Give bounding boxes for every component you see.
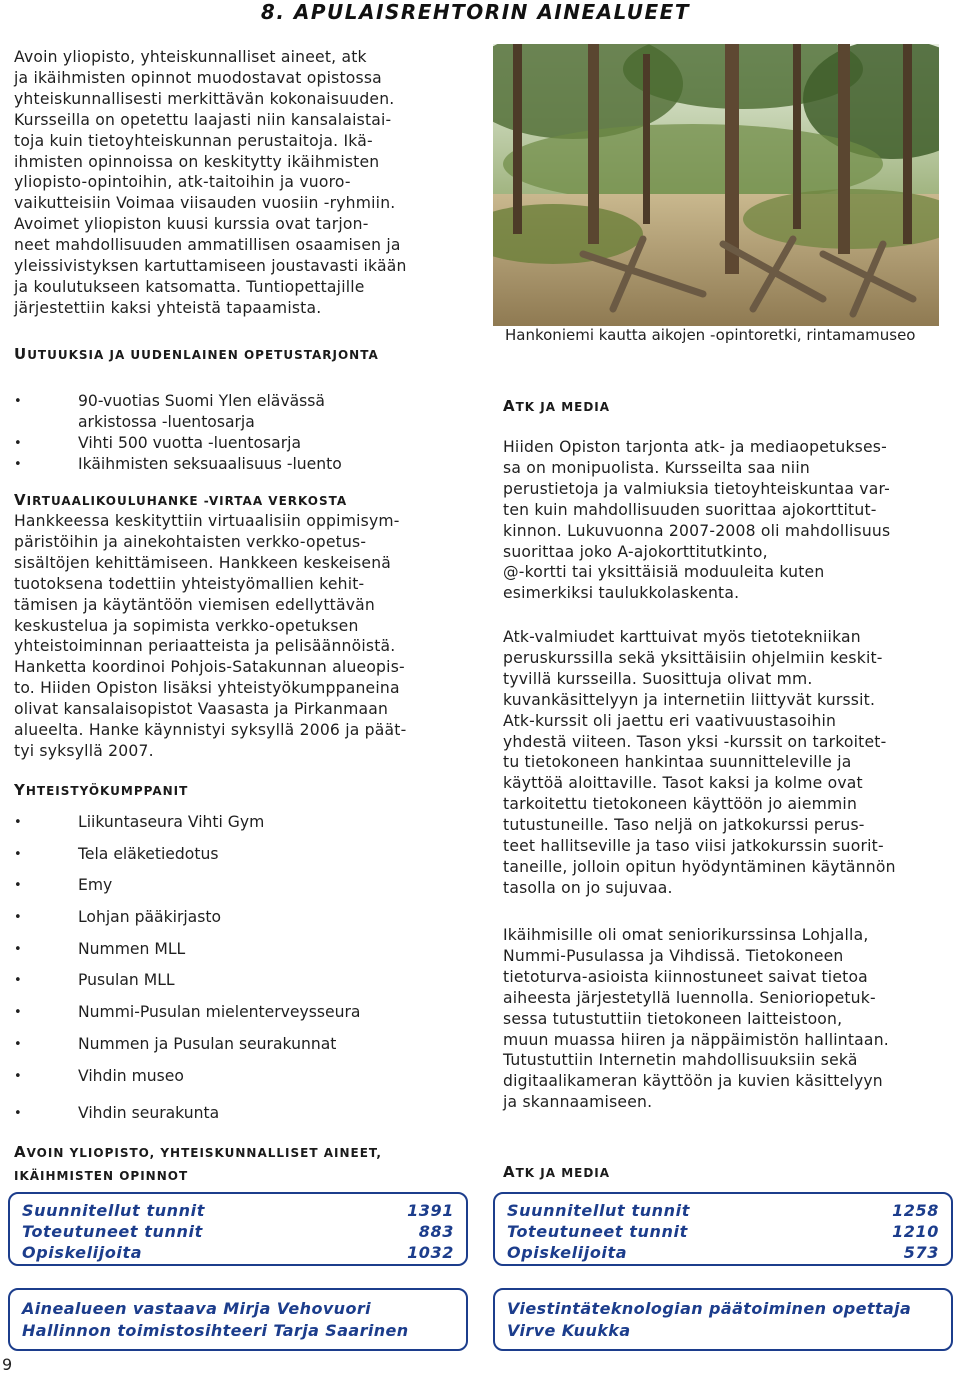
partner-item: • Pusulan MLL bbox=[14, 970, 454, 991]
text-line: tyvillä kursseilla. Suosittuja olivat mm. bbox=[503, 669, 813, 688]
stats-value: 573 bbox=[903, 1243, 939, 1262]
text-line: ten kuin mahdollisuuden suorittaa ajokorttitut- bbox=[503, 500, 877, 519]
partner-item: • Liikuntaseura Vihti Gym bbox=[14, 812, 454, 833]
text-line: tyi syksyllä 2007. bbox=[14, 741, 154, 760]
text-line: @-kortti tai yksittäisiä moduuleita kuten bbox=[503, 563, 825, 582]
stats-label: Toteutuneet tunnit bbox=[22, 1222, 203, 1241]
right-stats-box bbox=[493, 1192, 953, 1266]
right-stats-heading: ATK JA MEDIA bbox=[503, 1163, 611, 1181]
partner-item: • Emy bbox=[14, 875, 454, 896]
text-line: suorittaa joko A-ajokorttitutkinto, bbox=[503, 542, 768, 561]
text-line: tarkoitettu tietokoneen käyttöön jo aiemmin bbox=[503, 795, 858, 814]
new-offer-heading: UUTUUKSIA JA UUDENLAINEN OPETUSTARJONTA bbox=[14, 345, 379, 363]
text-line: Kursseilla on opetettu laajasti niin kansalaistai- bbox=[14, 110, 392, 129]
list-item: • Vihti 500 vuotta -luentosarja bbox=[14, 433, 454, 454]
stats-row bbox=[22, 1200, 454, 1221]
text-line: Hanketta koordinoi Pohjois-Satakunnan alueopis- bbox=[14, 658, 405, 677]
text-line: perustietoja ja valmiuksia tietoyhteiskuntaa var- bbox=[503, 479, 890, 498]
stats-value: 1391 bbox=[407, 1201, 454, 1220]
text-line: tietoturva-asioista kiinnostuneet saivat tietoa bbox=[503, 967, 868, 986]
text-line: aiheesta järjestetyllä luennolla. Senioriopetuk- bbox=[503, 988, 876, 1007]
text-line: alueelta. Hanke käynnistyi syksyllä 2006 ja päät- bbox=[14, 721, 407, 740]
text-line: neet mahdollisuuden ammatillisen osaamisen ja bbox=[14, 236, 401, 255]
text-line: ja koulutukseen katsomatta. Tuntiopettajille bbox=[14, 277, 365, 296]
text-line: järjestettiin kaksi yhteistä tapaamista. bbox=[14, 298, 322, 317]
text-line: Hiiden Opiston tarjonta atk- ja mediaopetukses- bbox=[503, 438, 887, 456]
partner-item: • Vihdin seurakunta bbox=[14, 1103, 454, 1124]
stats-value: 1032 bbox=[407, 1243, 454, 1262]
text-line: digitaalikameran käyttöön ja kuvien käsittelyyn bbox=[503, 1072, 883, 1091]
text-line: to. Hiiden Opiston lisäksi yhteistyökumppaneina bbox=[14, 679, 400, 698]
right-contact-box bbox=[493, 1288, 953, 1351]
text-line: toja kuin tietoyhteiskunnan perustaitoja. Ikä- bbox=[14, 131, 373, 150]
text-line: sessa tutustuttiin tietokoneen laitteistoon, bbox=[503, 1009, 843, 1028]
stats-value: 1210 bbox=[892, 1222, 939, 1241]
partner-item: • Nummi-Pusulan mielenterveysseura bbox=[14, 1002, 454, 1023]
text-line: ihmisten opinnoissa on keskitytty ikäihmisten bbox=[14, 152, 380, 171]
text-line: esimerkiksi taulukkolaskenta. bbox=[503, 584, 740, 603]
list-item: • Ikäihmisten seksuaalisuus -luento bbox=[14, 454, 454, 475]
stats-row bbox=[507, 1242, 939, 1263]
text-line: kuvankäsittelyyn ja internetiin liittyvät kurssit. bbox=[503, 690, 876, 709]
forest-photo bbox=[493, 44, 939, 326]
text-line: Ikäihmisille oli omat seniorikurssinsa Lohjalla, bbox=[503, 926, 869, 944]
text-line: Tutustuttiin Internetin mahdollisuuksiin sekä bbox=[503, 1051, 858, 1070]
text-line: tuotoksena todettiin yhteistyömallien kehit- bbox=[14, 574, 365, 593]
text-line: sa on monipuolista. Kursseilta saa niin bbox=[503, 458, 810, 477]
text-line: teet hallitseville ja taso viisi jatkokurssin suorit- bbox=[503, 837, 884, 856]
text-line: ja ikäihmisten opinnot muodostavat opistossa bbox=[14, 68, 382, 87]
text-line: keskustelua ja sopimista verkko-opetuksen bbox=[14, 616, 359, 635]
stats-value: 1258 bbox=[892, 1201, 939, 1220]
partner-item: • Nummen ja Pusulan seurakunnat bbox=[14, 1034, 454, 1055]
text-line: yleissivistyksen kartuttamiseen joustavasti ikään bbox=[14, 257, 407, 276]
page-section-title: 8. APULAISREHTORIN AINEALUEET bbox=[260, 0, 690, 24]
contact-line: Virve Kuukka bbox=[507, 1321, 631, 1340]
text-line: kinnon. Lukuvuonna 2007-2008 oli mahdollisuus bbox=[503, 521, 891, 540]
stats-row bbox=[507, 1221, 939, 1242]
atk-paragraph-2 bbox=[503, 627, 943, 899]
contact-line: Viestintäteknologian päätoiminen opettaja bbox=[507, 1299, 912, 1318]
text-line: päristöihin ja ainekohtaisten verkko-opetus- bbox=[14, 532, 367, 551]
stats-row bbox=[22, 1242, 454, 1263]
stats-label: Suunnitellut tunnit bbox=[22, 1201, 206, 1220]
text-line: peruskurssilla sekä yksittäisiin ohjelmiin keskit- bbox=[503, 648, 883, 667]
partners-list bbox=[14, 812, 454, 1134]
partner-item: • Vihdin museo bbox=[14, 1066, 454, 1087]
stats-value: 883 bbox=[418, 1222, 454, 1241]
text-line: käyttöä aloittaville. Tasot kaksi ja kolme ovat bbox=[503, 774, 863, 793]
left-contact-box bbox=[8, 1288, 468, 1351]
text-line: Avoin yliopisto, yhteiskunnalliset aineet, atk bbox=[14, 48, 367, 66]
text-line: tämisen ja käytäntöön viemisen edellyttävän bbox=[14, 595, 375, 614]
text-line: Atk-valmiudet karttuivat myös tietotekniikan bbox=[503, 628, 861, 646]
stats-label: Opiskelijoita bbox=[507, 1243, 628, 1262]
partner-item: • Nummen MLL bbox=[14, 939, 454, 960]
text-line: ja skannaamiseen. bbox=[503, 1093, 653, 1112]
text-line: vaikutteisiin Voimaa viisauden vuosiin -ryhmiin. bbox=[14, 194, 396, 213]
text-line: Avoimet yliopiston kuusi kurssia ovat tarjon- bbox=[14, 215, 369, 234]
new-offer-list bbox=[14, 391, 454, 475]
photo-caption: Hankoniemi kautta aikojen -opintoretki, rintamamuseo bbox=[505, 326, 916, 344]
text-line: Hankkeessa keskityttiin virtuaalisiin oppimisym- bbox=[14, 512, 400, 530]
stats-label: Suunnitellut tunnit bbox=[507, 1201, 691, 1220]
text-line: Atk-kurssit oli jaettu eri vaativuustasoihin bbox=[503, 711, 837, 730]
virtual-heading: VIRTUAALIKOULUHANKE -VIRTAA VERKOSTA bbox=[14, 491, 348, 509]
text-line: Nummi-Pusulassa ja Vihdissä. Tietokoneen bbox=[503, 946, 844, 965]
page-number: 9 bbox=[2, 1355, 13, 1374]
stats-row bbox=[507, 1200, 939, 1221]
partner-item: • Tela eläketiedotus bbox=[14, 844, 454, 865]
contact-line: Hallinnon toimistosihteeri Tarja Saarinen bbox=[22, 1321, 409, 1340]
left-stats-box bbox=[8, 1192, 468, 1266]
stats-row bbox=[22, 1221, 454, 1242]
text-line: yhteistoiminnan periaatteista ja pelisäännöistä. bbox=[14, 637, 396, 656]
stats-label: Opiskelijoita bbox=[22, 1243, 143, 1262]
text-line: sisältöjen kehittämiseen. Hankkeen keskeisenä bbox=[14, 553, 392, 572]
atk-paragraph-3 bbox=[503, 925, 943, 1113]
stats-label: Toteutuneet tunnit bbox=[507, 1222, 688, 1241]
partner-item: • Lohjan pääkirjasto bbox=[14, 907, 454, 928]
partners-heading: YHTEISTYÖKUMPPANIT bbox=[14, 781, 189, 799]
left-stats-heading: AVOIN YLIOPISTO, YHTEISKUNNALLISET AINEET, IKÄIHMISTEN OPINNOT bbox=[14, 1143, 382, 1183]
text-line: tutustuneille. Taso neljä on jatkokurssi perus- bbox=[503, 816, 865, 835]
intro-paragraph bbox=[14, 47, 454, 319]
text-line: yhteiskunnallisesti merkittävän kokonaisuuden. bbox=[14, 89, 395, 108]
text-line: yhdestä viiteen. Tason yksi -kurssit on tarkoitet- bbox=[503, 732, 887, 751]
atk-paragraph-1 bbox=[503, 437, 943, 604]
text-line: yliopisto-opintoihin, atk-taitoihin ja vuoro- bbox=[14, 173, 351, 192]
contact-line: Ainealueen vastaava Mirja Vehovuori bbox=[22, 1299, 372, 1318]
text-line: olivat kansalaisopistot Vaasasta ja Pirkanmaan bbox=[14, 700, 389, 719]
text-line: muun muassa hiiren ja näppäimistön hallintaan. bbox=[503, 1030, 889, 1049]
atk-heading: ATK JA MEDIA bbox=[503, 397, 611, 415]
list-item: • 90-vuotias Suomi Ylen elävässä arkistossa -luentosarja bbox=[14, 391, 454, 433]
virtual-paragraph bbox=[14, 511, 454, 762]
text-line: tu tietokoneen hankintaa suunnitteleville ja bbox=[503, 753, 852, 772]
text-line: tasolla on jo sujuvaa. bbox=[503, 878, 673, 897]
text-line: taneille, jolloin opitun hyödyntäminen käytännön bbox=[503, 857, 896, 876]
